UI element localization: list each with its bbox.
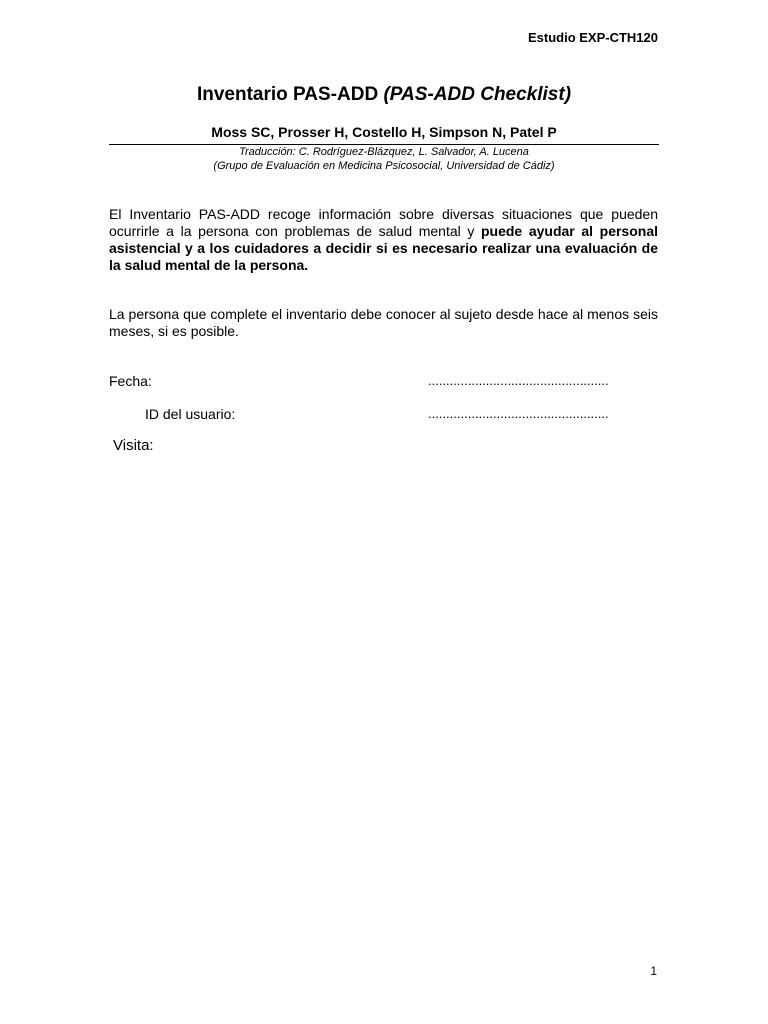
translation-credits xyxy=(0,145,768,173)
intro-paragraph xyxy=(109,206,658,274)
translation-line-1: Traducción: C. Rodríguez-Blázquez, L. Salvador, A. Lucena xyxy=(239,146,529,158)
authors-line: Moss SC, Prosser H, Costello H, Simpson N, Patel P xyxy=(211,124,557,140)
user-id-field[interactable]: .................................................. xyxy=(428,406,609,421)
translation-line-2: (Grupo de Evaluación en Medicina Psicosocial, Universidad de Cádiz) xyxy=(213,160,555,172)
page-number: 1 xyxy=(650,964,657,978)
fecha-field[interactable]: .................................................. xyxy=(428,373,609,388)
title-english: (PAS-ADD Checklist) xyxy=(383,84,572,105)
title-main: Inventario PAS-ADD xyxy=(196,84,384,105)
document-title xyxy=(0,84,768,106)
fecha-label: Fecha: xyxy=(109,373,152,389)
study-code: Estudio EXP-CTH120 xyxy=(527,30,658,45)
intro-text: El Inventario PAS-ADD recoge información sobre diversas situaciones que pueden ocurrirle a la persona con problemas de salud mental y xyxy=(109,206,658,239)
intro-bold-text: puede ayudar al personal asistencial y a los cuidadores a decidir si es necesario realizar una evaluación de la salud mental de la persona. xyxy=(109,223,658,273)
requirement-paragraph: La persona que complete el inventario debe conocer al sujeto desde hace al menos seis meses, si es posible. xyxy=(109,306,658,339)
visita-label: Visita: xyxy=(113,437,154,454)
user-id-label: ID del usuario: xyxy=(145,406,236,422)
